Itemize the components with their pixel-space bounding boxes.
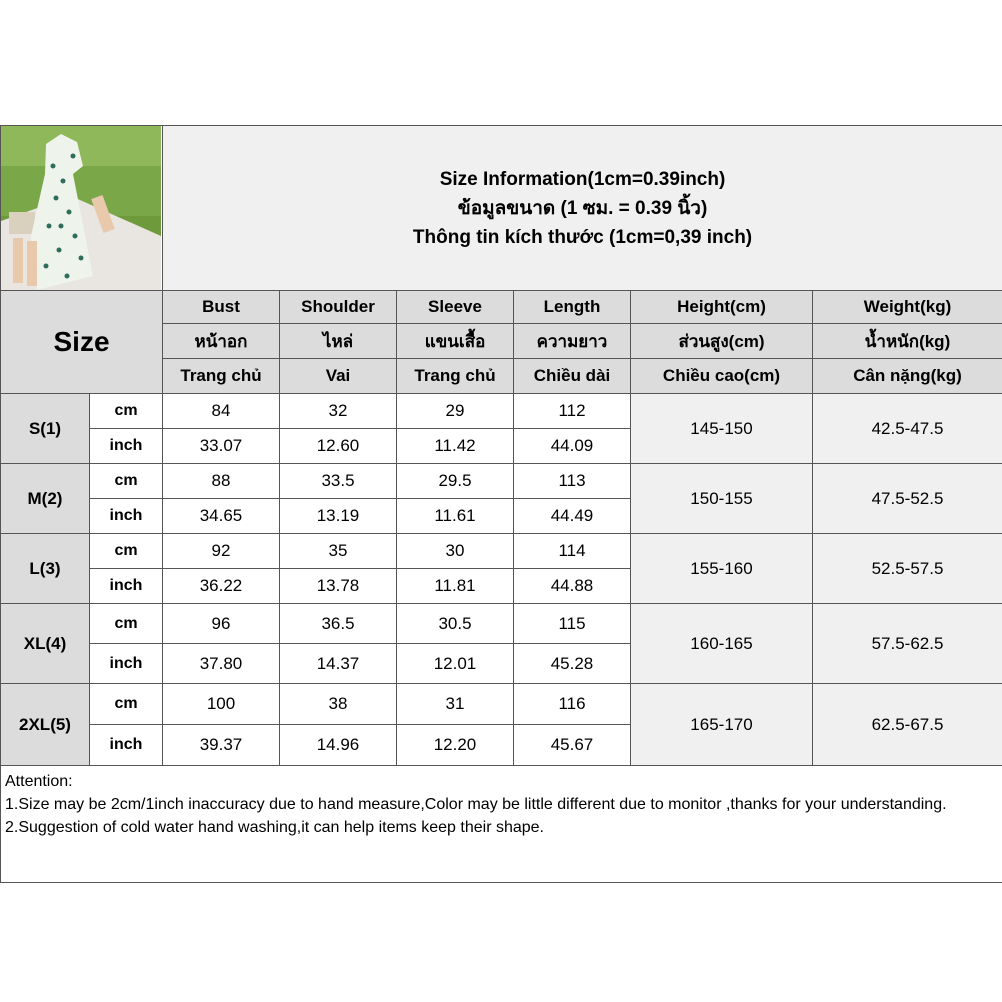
title-line-th: ข้อมูลขนาด (1 ซม. = 0.39 นิ้ว) — [457, 197, 708, 219]
unit-label-inch: inch — [90, 569, 163, 604]
column-header-en: Length — [514, 291, 631, 324]
attention-note-1: 1.Size may be 2cm/1inch inaccuracy due to hand measure,Color may be little different due to monitor ,thanks for your understanding. — [5, 796, 947, 813]
title-row — [1, 126, 1002, 291]
height-range: 145-150 — [631, 394, 813, 464]
measurement-cell: 84 — [163, 394, 280, 429]
height-range: 165-170 — [631, 684, 813, 766]
size-information-title — [163, 126, 1002, 291]
measurement-cell: 36.22 — [163, 569, 280, 604]
product-photo — [1, 126, 163, 291]
measurement-cell: 29 — [397, 394, 514, 429]
unit-label-cm: cm — [90, 534, 163, 569]
column-header-vi: Trang chủ — [397, 359, 514, 394]
measurement-cell: 33.07 — [163, 429, 280, 464]
column-header-th: น้ำหนัก(kg) — [813, 324, 1002, 359]
unit-label-inch: inch — [90, 725, 163, 766]
size-row-cm — [1, 684, 1002, 725]
measurement-cell: 32 — [280, 394, 397, 429]
size-row-cm — [1, 394, 1002, 429]
column-header-en: Sleeve — [397, 291, 514, 324]
unit-label-cm: cm — [90, 394, 163, 429]
size-table — [0, 125, 1002, 883]
header-row-en — [1, 291, 1002, 324]
measurement-cell: 100 — [163, 684, 280, 725]
size-row-cm — [1, 604, 1002, 644]
measurement-cell: 113 — [514, 464, 631, 499]
unit-label-cm: cm — [90, 464, 163, 499]
measurement-cell: 116 — [514, 684, 631, 725]
column-header-th: หน้าอก — [163, 324, 280, 359]
column-header-en: Height(cm) — [631, 291, 813, 324]
measurement-cell: 114 — [514, 534, 631, 569]
size-label: L(3) — [1, 534, 90, 604]
measurement-cell: 92 — [163, 534, 280, 569]
measurement-cell: 33.5 — [280, 464, 397, 499]
measurement-cell: 44.09 — [514, 429, 631, 464]
unit-label-inch: inch — [90, 499, 163, 534]
column-header-th: แขนเสื้อ — [397, 324, 514, 359]
measurement-cell: 37.80 — [163, 644, 280, 684]
unit-label-cm: cm — [90, 684, 163, 725]
measurement-cell: 11.81 — [397, 569, 514, 604]
height-range: 160-165 — [631, 604, 813, 684]
size-label: XL(4) — [1, 604, 90, 684]
column-header-vi: Chiều dài — [514, 359, 631, 394]
measurement-cell: 112 — [514, 394, 631, 429]
measurement-cell: 14.37 — [280, 644, 397, 684]
measurement-cell: 13.19 — [280, 499, 397, 534]
column-header-vi: Chiều cao(cm) — [631, 359, 813, 394]
measurement-cell: 14.96 — [280, 725, 397, 766]
measurement-cell: 35 — [280, 534, 397, 569]
measurement-cell: 11.61 — [397, 499, 514, 534]
measurement-cell: 39.37 — [163, 725, 280, 766]
weight-range: 57.5-62.5 — [813, 604, 1002, 684]
measurement-cell: 12.01 — [397, 644, 514, 684]
measurement-cell: 44.49 — [514, 499, 631, 534]
title-line-en: Size Information(1cm=0.39inch) — [439, 168, 726, 190]
measurement-cell: 29.5 — [397, 464, 514, 499]
measurement-cell: 11.42 — [397, 429, 514, 464]
notes-row — [1, 766, 1002, 883]
column-header-th: ความยาว — [514, 324, 631, 359]
size-label: 2XL(5) — [1, 684, 90, 766]
product-photo-image — [1, 126, 161, 290]
attention-notes — [1, 766, 1002, 883]
unit-label-inch: inch — [90, 429, 163, 464]
column-header-vi: Vai — [280, 359, 397, 394]
size-chart — [0, 125, 1002, 876]
column-header-th: ไหล่ — [280, 324, 397, 359]
size-header: Size — [1, 291, 163, 394]
column-header-en: Bust — [163, 291, 280, 324]
measurement-cell: 115 — [514, 604, 631, 644]
measurement-cell: 45.67 — [514, 725, 631, 766]
weight-range: 42.5-47.5 — [813, 394, 1002, 464]
column-header-th: ส่วนสูง(cm) — [631, 324, 813, 359]
attention-note-2: 2.Suggestion of cold water hand washing,it can help items keep their shape. — [5, 819, 544, 836]
column-header-vi: Cân nặng(kg) — [813, 359, 1002, 394]
measurement-cell: 34.65 — [163, 499, 280, 534]
measurement-cell: 30.5 — [397, 604, 514, 644]
column-header-en: Shoulder — [280, 291, 397, 324]
measurement-cell: 31 — [397, 684, 514, 725]
size-row-cm — [1, 534, 1002, 569]
weight-range: 62.5-67.5 — [813, 684, 1002, 766]
measurement-cell: 12.60 — [280, 429, 397, 464]
unit-label-inch: inch — [90, 644, 163, 684]
measurement-cell: 30 — [397, 534, 514, 569]
measurement-cell: 38 — [280, 684, 397, 725]
attention-heading: Attention: — [5, 773, 73, 790]
size-label: M(2) — [1, 464, 90, 534]
title-line-vi: Thông tin kích thước (1cm=0,39 inch) — [412, 226, 753, 248]
weight-range: 47.5-52.5 — [813, 464, 1002, 534]
measurement-cell: 12.20 — [397, 725, 514, 766]
unit-label-cm: cm — [90, 604, 163, 644]
size-label: S(1) — [1, 394, 90, 464]
measurement-cell: 96 — [163, 604, 280, 644]
column-header-vi: Trang chủ — [163, 359, 280, 394]
column-header-en: Weight(kg) — [813, 291, 1002, 324]
height-range: 150-155 — [631, 464, 813, 534]
measurement-cell: 36.5 — [280, 604, 397, 644]
measurement-cell: 45.28 — [514, 644, 631, 684]
weight-range: 52.5-57.5 — [813, 534, 1002, 604]
measurement-cell: 88 — [163, 464, 280, 499]
size-row-cm — [1, 464, 1002, 499]
height-range: 155-160 — [631, 534, 813, 604]
measurement-cell: 13.78 — [280, 569, 397, 604]
measurement-cell: 44.88 — [514, 569, 631, 604]
